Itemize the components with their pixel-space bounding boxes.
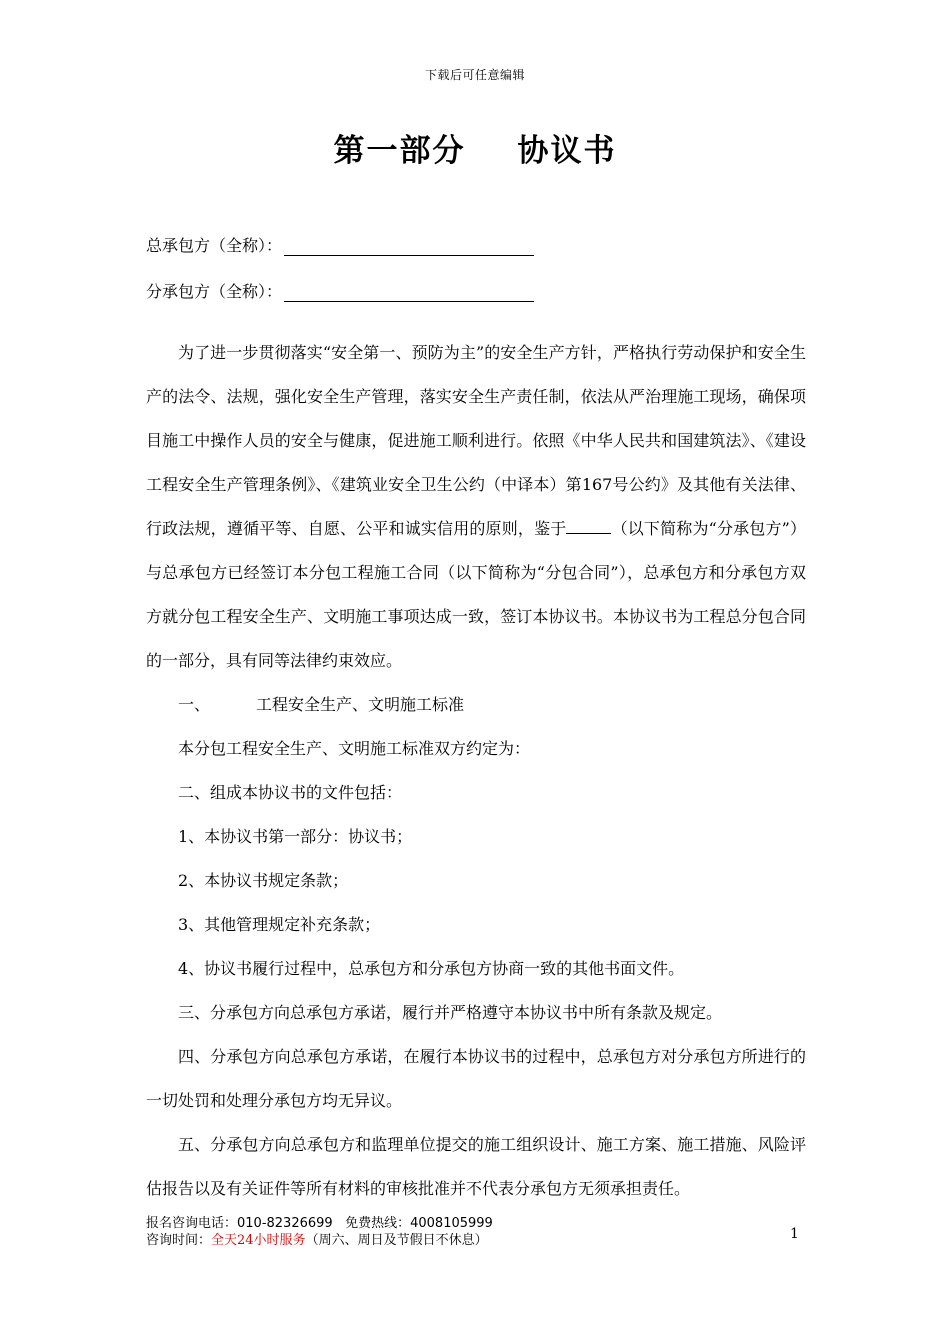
intro-text-before: 为了进一步贯彻落实“安全第一、预防为主”的安全生产方针，严格执行劳动保护和安全生产的法令、法规，强化安全生产管理，落实安全生产责任制，依法从严治理施工现场，确保项目施工中操作人员的安全与健康，促进施工顺利进行。依照《中华人民共和国建筑法》、《建设工程安全生产管理条例》、《建筑业安全卫生公约（中译本）第167号公约》及其他有关法律、行政法规，遵循平等、自愿、公平和诚实信用的原则，鉴于 xyxy=(146,343,806,538)
section1-title: 工程安全生产、文明施工标准 xyxy=(256,695,465,714)
footer-phone-label: 报名咨询电话： xyxy=(146,1216,238,1231)
section1-number: 一、 xyxy=(178,695,211,714)
document-body xyxy=(146,331,806,1211)
page-title xyxy=(0,125,950,170)
section2-item-1: 1、本协议书第一部分：协议书； xyxy=(178,827,413,846)
footer-hotline-label: 免费热线： xyxy=(345,1216,411,1231)
footer xyxy=(146,1215,493,1249)
subcontractor-field xyxy=(146,279,534,302)
footer-hours-label: 咨询时间： xyxy=(146,1233,212,1248)
section4-text: 四、分承包方向总承包方承诺，在履行本协议书的过程中，总承包方对分承包方所进行的一切处罚和处理分承包方均无异议。 xyxy=(146,1047,806,1110)
intro-text-after: （以下简称为“分承包方”）与总承包方已经签订本分包工程施工合同（以下简称为“分包合同”），总承包方和分承包方双方就分包工程安全生产、文明施工事项达成一致，签订本协议书。本协议书为工程总分包合同的一部分，具有同等法律约束效应。 xyxy=(146,519,806,670)
title-name: 协议书 xyxy=(517,133,617,169)
section2-item-4: 4、协议书履行过程中，总承包方和分承包方协商一致的其他书面文件。 xyxy=(178,959,685,978)
footer-hours-line xyxy=(146,1232,493,1249)
contractor-label: 总承包方（全称）： xyxy=(146,236,283,255)
section3-text: 三、分承包方向总承包方承诺，履行并严格遵守本协议书中所有条款及规定。 xyxy=(178,1003,723,1022)
intro-blank xyxy=(566,519,611,534)
footer-phone: 010-82326699 xyxy=(237,1216,333,1231)
title-part: 第一部分 xyxy=(333,133,466,169)
footer-contact-line xyxy=(146,1215,493,1232)
footer-hours-note: （周六、周日及节假日不休息） xyxy=(305,1233,488,1248)
footer-hours-highlight: 全天24小时服务 xyxy=(211,1233,306,1248)
section2-heading: 二、组成本协议书的文件包括： xyxy=(178,783,403,802)
subcontractor-blank-line xyxy=(284,285,534,302)
intro-paragraph xyxy=(146,331,806,683)
page-number: 1 xyxy=(790,1226,799,1242)
section1-text: 本分包工程安全生产、文明施工标准双方约定为： xyxy=(178,739,531,758)
section5-text: 五、分承包方向总承包方和监理单位提交的施工组织设计、施工方案、施工措施、风险评估报告以及有关证件等所有材料的审核批准并不代表分承包方无须承担责任。 xyxy=(146,1135,806,1198)
section2-item-2: 2、本协议书规定条款； xyxy=(178,871,349,890)
section1-heading xyxy=(146,683,806,727)
subcontractor-label: 分承包方（全称）： xyxy=(146,282,283,301)
contractor-field xyxy=(146,233,534,256)
header-note: 下载后可任意编辑 xyxy=(424,68,525,82)
footer-hotline: 4008105999 xyxy=(410,1216,493,1231)
contractor-blank-line xyxy=(284,239,534,256)
section2-item-3: 3、其他管理规定补充条款； xyxy=(178,915,381,934)
